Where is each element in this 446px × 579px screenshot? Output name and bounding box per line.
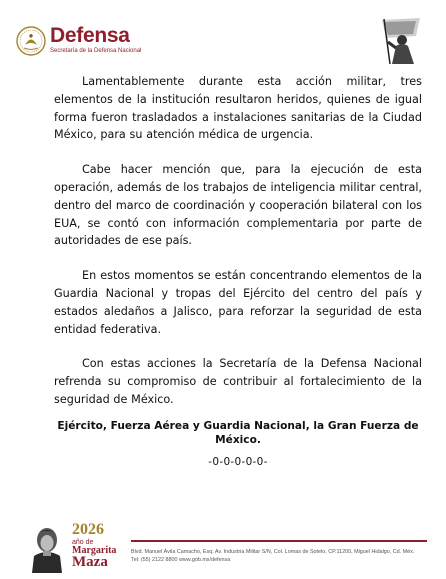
address-line-2: Tel: (55) 2122 8800 www.gob.mx/defensa xyxy=(131,557,231,563)
flag-bearer-icon xyxy=(376,16,426,66)
brand-block xyxy=(50,25,141,54)
year-block xyxy=(72,522,116,570)
brand-name: Defensa xyxy=(50,24,130,47)
paragraph-4: Con estas acciones la Secretaría de la Defensa Nacional refrenda su compromiso de contribuir al fortalecimiento de la seguridad de México. xyxy=(54,357,422,406)
year-subtitle: año de xyxy=(72,539,94,546)
footer-divider xyxy=(131,540,427,542)
address-line-1: Blvd. Manuel Ávila Camacho, Esq. Av. Industria Militar S/N, Col. Lomas de Sotelo, CP.11200, Miguel Hidalgo, Cd. Méx. xyxy=(131,549,415,555)
paragraph-1: Lamentablemente durante esta acción militar, tres elementos de la institución resultaron heridos, quienes de igual forma fueron trasladados a instalaciones sanitarias de la Ciudad México, para su atención médica de urgencia. xyxy=(54,75,422,142)
document-footer xyxy=(0,508,446,579)
paragraph-2: Cabe hacer mención que, para la ejecución de esta operación, además de los trabajos de inteligencia militar central, dentro del marco de coordinación y cooperación bilateral con los EUA, se contó con información complementaria por parte de autoridades de ese país. xyxy=(54,163,422,248)
footer-address xyxy=(131,548,431,564)
ending-mark: -0-0-0-0-0- xyxy=(208,455,268,468)
year-name-last: Maza xyxy=(72,554,108,570)
woman-portrait-icon xyxy=(24,518,70,573)
closing-slogan: Ejército, Fuerza Aérea y Guardia Nacional, la Gran Fuerza de México. xyxy=(57,419,419,446)
document-body xyxy=(54,73,422,468)
document-header xyxy=(0,0,446,70)
year-name-first: Margarita xyxy=(72,545,117,556)
paragraph-3: En estos momentos se están concentrando elementos de la Guardia Nacional y tropas del Ejército del centro del país y estados aledaños a Jalisco, para reforzar la seguridad de esta entidad federativa. xyxy=(54,269,422,336)
year-number: 2026 xyxy=(72,521,104,538)
eagle-seal-icon xyxy=(16,26,46,56)
brand-subtitle: Secretaría de la Defensa Nacional xyxy=(50,48,142,54)
